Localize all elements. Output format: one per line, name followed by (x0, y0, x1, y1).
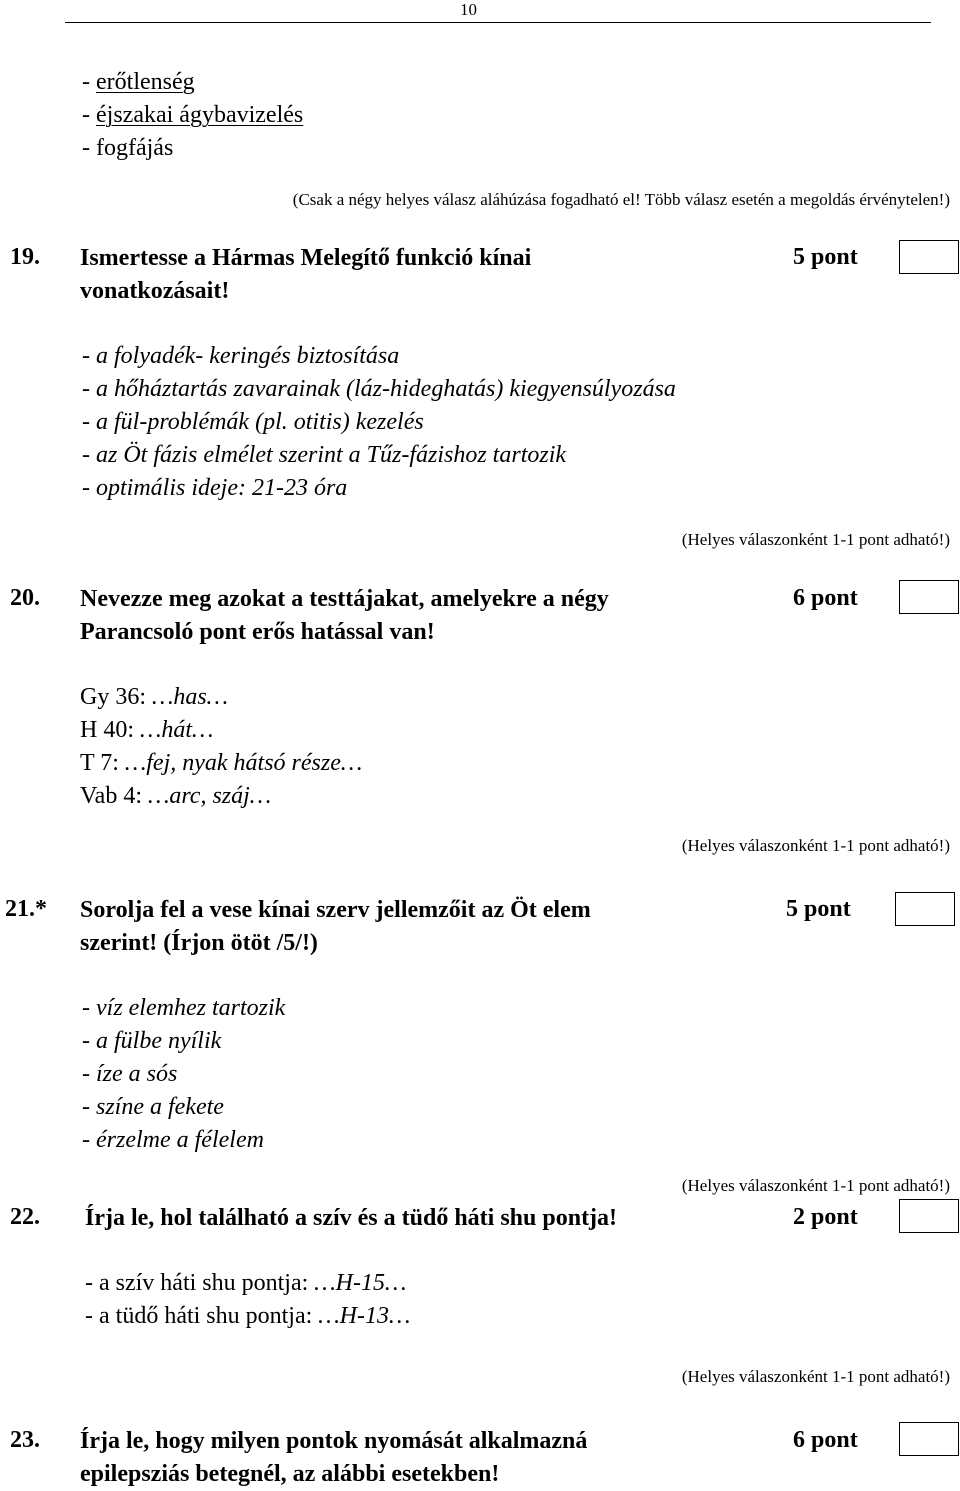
answer-line: - íze a sós (82, 1061, 178, 1087)
scoring-note: (Csak a négy helyes válasz aláhúzása fogadható el! Több válasz esetén a megoldás érvénytelen!) (292, 190, 950, 209)
question-text: vonatkozásait! (80, 278, 230, 304)
score-box[interactable] (899, 240, 959, 274)
question-text: szerint! (Írjon ötöt /5/!) (80, 930, 318, 956)
answer-line: Gy 36: …has… (80, 684, 229, 710)
question-number: 19. (10, 244, 40, 270)
question-text: epilepsziás betegnél, az alábbi esetekben! (80, 1461, 500, 1487)
scoring-note: (Helyes válaszonként 1-1 pont adható!) (681, 530, 950, 549)
points-label: 6 pont (793, 585, 858, 611)
answer-line: H 40: …hát… (80, 717, 214, 743)
score-box[interactable] (899, 580, 959, 614)
underlined-answer: erőtlenség (96, 69, 195, 95)
header-rule (65, 22, 931, 23)
points-label: 2 pont (793, 1204, 858, 1230)
answer-line: - a fül-problémák (pl. otitis) kezelés (82, 409, 424, 435)
score-box[interactable] (899, 1422, 959, 1456)
answer-option: - éjszakai ágybavizelés (82, 102, 304, 128)
question-text: Írja le, hogy milyen pontok nyomását alkalmazná (80, 1428, 588, 1454)
underlined-answer: éjszakai ágybavizelés (96, 102, 304, 128)
question-number: 20. (10, 585, 40, 611)
question-number: 21.* (5, 896, 47, 922)
question-number: 22. (10, 1204, 40, 1230)
question-text: Parancsoló pont erős hatással van! (80, 619, 435, 645)
question-text: Sorolja fel a vese kínai szerv jellemzőit az Öt elem (80, 897, 591, 923)
score-box[interactable] (899, 1199, 959, 1233)
points-label: 5 pont (793, 244, 858, 270)
answer-line: - víz elemhez tartozik (82, 995, 286, 1021)
answer-line: T 7: …fej, nyak hátsó része… (80, 750, 363, 776)
answer-line: - a szív háti shu pontja: …H-15… (85, 1270, 407, 1296)
answer-option: - erőtlenség (82, 69, 195, 95)
points-label: 6 pont (793, 1427, 858, 1453)
score-box[interactable] (895, 892, 955, 926)
scoring-note: (Helyes válaszonként 1-1 pont adható!) (681, 1367, 950, 1386)
answer-option: - fogfájás (82, 135, 174, 161)
answer-line: - a tüdő háti shu pontja: …H-13… (85, 1303, 411, 1329)
answer-line: - a hőháztartás zavarainak (láz-hideghatás) kiegyensúlyozása (82, 376, 676, 402)
question-text: Nevezze meg azokat a testtájakat, amelyekre a négy (80, 586, 609, 612)
answer-line: - optimális ideje: 21-23 óra (82, 475, 348, 501)
answer-line: - színe a fekete (82, 1094, 224, 1120)
answer-line: - a fülbe nyílik (82, 1028, 222, 1054)
scoring-note: (Helyes válaszonként 1-1 pont adható!) (681, 836, 950, 855)
question-text: Írja le, hol található a szív és a tüdő háti shu pontja! (85, 1205, 618, 1231)
page-number: 10 (460, 0, 477, 19)
question-number: 23. (10, 1427, 40, 1453)
answer-line: Vab 4: …arc, száj… (80, 783, 272, 809)
answer-line: - az Öt fázis elmélet szerint a Tűz-fázishoz tartozik (82, 442, 567, 468)
scoring-note: (Helyes válaszonként 1-1 pont adható!) (681, 1176, 950, 1195)
answer-line: - érzelme a félelem (82, 1127, 264, 1153)
points-label: 5 pont (786, 896, 851, 922)
question-text: Ismertesse a Hármas Melegítő funkció kínai (80, 245, 532, 271)
answer-line: - a folyadék- keringés biztosítása (82, 343, 400, 369)
